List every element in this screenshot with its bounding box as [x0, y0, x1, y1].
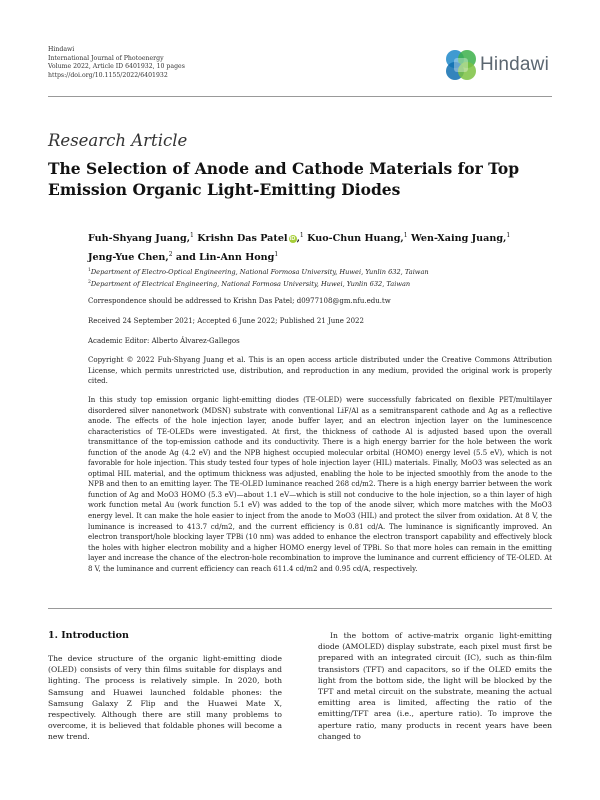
author-name[interactable]: Wen-Xaing Juang,	[410, 233, 507, 245]
journal-name: International Journal of Photoenergy	[48, 54, 164, 62]
hindawi-logo-text: Hindawi	[480, 54, 549, 75]
author-name[interactable]: Jeng-Yue Chen,	[88, 252, 169, 264]
section-divider	[48, 608, 552, 609]
header-divider	[48, 96, 552, 97]
publisher-name: Hindawi	[48, 46, 75, 53]
orcid-icon[interactable]: iD	[289, 236, 296, 243]
intro-column-right: In the bottom of active-matrix organic light-emitting diode (AMOLED) display substrate, each pixel must first be prepared with an integrated circuit (IC), such as thin-film transistors (TFT) and capacitors, so if the OLED emits the light from the bottom side, the light will be blocked by the TFT and metal circuit on the substrate, meaning the actual emitting area is limited, affecting the ratio of the emitting/TFT area (i.e., aperture ratio). To improve the aperture ratio, many products in recent years have been changed to	[318, 631, 552, 741]
doi-link[interactable]: https://doi.org/10.1155/2022/6401932	[48, 71, 168, 79]
article-title: The Selection of Anode and Cathode Materials for Top Emission Organic Light-Emitting Diodes	[48, 159, 520, 199]
author-name[interactable]: Krishn Das Patel	[197, 233, 288, 245]
journal-header	[48, 46, 348, 80]
volume-line: Volume 2022, Article ID 6401932, 10 pages	[48, 63, 185, 71]
author-name[interactable]: Fuh-Shyang Juang,	[88, 233, 191, 245]
affiliation: $^1$Department of Electro-Optical Engineering, National Formosa University, Huwei, Yunlin 632, Taiwan	[88, 268, 429, 277]
copyright-notice: Copyright © 2022 Fuh-Shyang Juang et al. This is an open access article distributed under the Creative Commons Attribution License, which permits unrestricted use, distribution, and reproduction in any medium, provided the original work is properly cited.	[88, 356, 552, 386]
publication-dates: Received 24 September 2021; Accepted 6 June 2022; Published 21 June 2022	[88, 317, 364, 325]
intro-column-left: The device structure of the organic light-emitting diode (OLED) consists of very thin films suitable for displays and lighting. The process is relatively simple. In 2020, both Samsung and Huawei launched foldable phones: the Samsung Galaxy Z Flip and the Huawei Mate X, respectively. Although there are still many problems to overcome, it is believed that foldable phones will become a new trend.	[48, 654, 282, 742]
author-list: Fuh-Shyang Juang,$^1$ Krishn Das Patel iD,$^1$ Kuo-Chun Huang,$^1$ Wen-Xaing Juang,$^1$ Jeng-Yue Chen,$^2$ and Lin-Ann Hong$^1$	[88, 232, 511, 264]
section-heading: 1. Introduction	[48, 630, 129, 641]
abstract: In this study top emission organic light-emitting diodes (TE-OLED) were successfully fabricated on flexible PET/multilayer disordered silver nanonetwork (MDSN) substrate with conventional LiF/Al as a semitransparent cathode and Ag as a reflective anode. The effects of the hole injection layer, anode buffer layer, and an electron injection layer on the luminescence characteristics of TE-OLEDs were investigated. At first, the thickness of cathode Al is adjusted based upon the overall transmittance of the top-emission cathode and its conductivity. There is a high energy barrier for the hole between the work function of the anode Ag (4.2 eV) and the NPB highest occupied molecular orbital (HOMO) energy level (5.5 eV), which is not favorable for hole injection. This study tested four types of hole injection layer (HIL) materials. Finally, MoO3 was selected as an optimal HIL material, and the optimum thickness was adjusted, enabling the hole to be injected smoothly from the anode to the NPB and then to an emitting layer. The TE-OLED luminance reached 268 cd/m2. There is a high energy barrier between the work function of Ag and MoO3 HOMO (5.3 eV)—about 1.1 eV—which is still not conducive to the hole injection, so a thin layer of high work function metal Au (work function 5.1 eV) was added to the top of the anode silver, which more matches with the MoO3 energy level. It can make the hole easier to inject from the anode to MoO3 (HIL) and protect the silver from oxidation. At 8 V, the luminance is increased to 413.7 cd/m2, and the current efficiency is 0.81 cd/A. The luminance is significantly improved. An electron transport/hole blocking layer TPBi (10 nm) was added to enhance the electron transport capability and effectively block the holes with higher electron mobility and a higher HOMO energy level of TPBi. So that more holes can remain in the emitting layer and increase the chance of the electron-hole recombination to improve the luminance and current efficiency of TE-OLED. At 8 V, the luminance and current efficiency can reach 611.4 cd/m2 and 0.95 cd/A, respectively.	[88, 396, 552, 573]
author-name[interactable]: and Lin-Ann Hong	[175, 252, 275, 264]
author-name[interactable]: Kuo-Chun Huang,	[307, 233, 404, 245]
hindawi-logo-icon	[444, 48, 478, 82]
academic-editor: Academic Editor: Alberto Álvarez-Gallegos	[88, 337, 240, 345]
affiliation: $^2$Department of Electrical Engineering, National Formosa University, Huwei, Yunlin 632, Taiwan	[88, 280, 411, 289]
hindawi-logo[interactable]	[444, 46, 554, 86]
article-type: Research Article	[48, 131, 188, 150]
correspondence: Correspondence should be addressed to Krishn Das Patel; d0977108@gm.nfu.edu.tw	[88, 297, 391, 305]
